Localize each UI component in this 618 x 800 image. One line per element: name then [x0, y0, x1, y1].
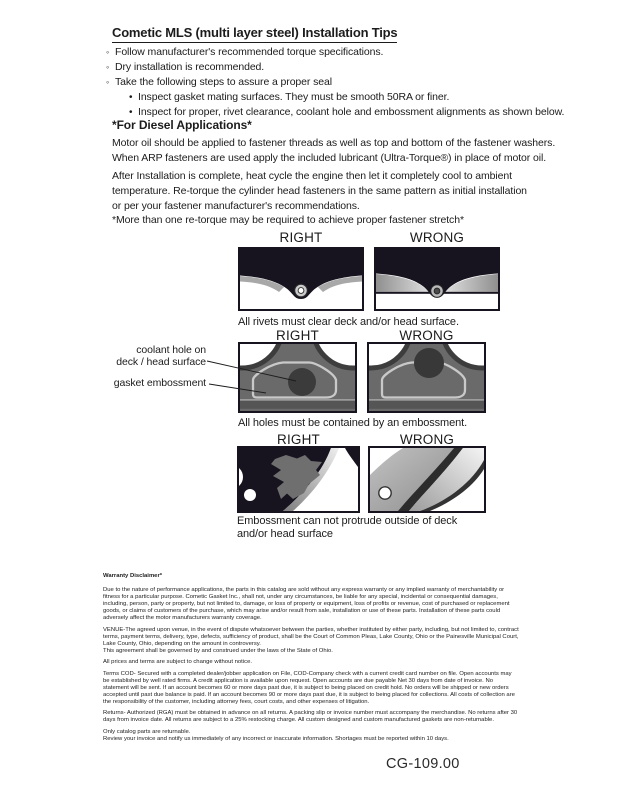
- diesel-paragraph-2: After Installation is complete, heat cycle the engine then let it completely cool to ambient temperature. Re-torque the cylinder head fasteners in the same pattern as initial installation or per your fastener manufacturer's recommendations.: [112, 170, 527, 212]
- warranty-paragraph: Returns- Authorized (RGA) must be obtained in advance on all returns. A packing slip or invoice number must accompany the merchandise. No returns after 30 days from invoice date. All returns are subject to a 25% restocking charge. All custom designed and custom manufactured gaskets are non-returnable.: [103, 710, 518, 723]
- diagram-embossment-wrong: [368, 446, 486, 513]
- list-item-text: Take the following steps to assure a proper seal: [115, 76, 332, 88]
- diagram-rivet-wrong: [374, 247, 500, 311]
- retorque-note: *More than one re-torque may be required to achieve proper fastener stretch*: [112, 214, 464, 226]
- sub-list-item: [129, 90, 576, 105]
- list-item: [106, 60, 576, 75]
- warranty-disclaimer: [103, 573, 519, 747]
- installation-tips-list: [106, 45, 576, 120]
- warranty-paragraph: This agreement shall be governed by and construed under the laws of the State of Ohio.: [103, 647, 333, 654]
- right-label: RIGHT: [277, 432, 320, 447]
- diesel-applications-heading: *For Diesel Applications*: [112, 118, 252, 132]
- warranty-paragraph: Only catalog parts are returnable.: [103, 728, 191, 735]
- diagram-rivet-right: [238, 247, 364, 311]
- right-label: RIGHT: [276, 328, 319, 343]
- warranty-paragraph: Terms COD- Secured with a completed dealer/jobber application on File, COD-Company check with a current credit card number on file. Open accounts may be established by well rated firms. A credit application is available upon request. Open accounts are due payable Net 30 days from date of invoice. No statement will be sent. If an account becomes 60 or more days past due, it is subject to being placed on credit hold. No orders will be shipped or new orders accepted until past due balance is paid. If an account becomes 90 or more days past due, it is subject to being placed for collections. All costs of collection are the responsibility of the customer, including attorney fees, court costs, and other expenses of litigation.: [103, 670, 515, 705]
- embossment-caption: Embossment can not protrude outside of deck and/or head surface: [237, 515, 458, 540]
- warranty-paragraph: All prices and terms are subject to change without notice.: [103, 659, 252, 665]
- diesel-paragraph-1: Motor oil should be applied to fastener threads as well as top and bottom of the fastener washers. When ARP fasteners are used apply the included lubricant (Ultra-Torque®) in place of motor oil.: [112, 137, 556, 164]
- bullet-icon: •: [129, 107, 133, 118]
- warranty-paragraph: Due to the nature of performance applications, the parts in this catalog are sold without any express warranty or any implied warranty of merchantability or fitness for a particular purpose. Cometic Gasket Inc., shall not, under any circumstances, be liable for any special, incidental or consequential damages, including, person, party or property, but not limited to, damage, or loss of property or equipment, loss of profits or revenue, cost of purchased or replacement goods, or claims of customers of the purchase, which may arise and/or result from sale, installation or use of these parts. Installation of these parts could adversely affect the motor manufacturers warranty coverage.: [103, 587, 510, 621]
- warranty-paragraph: VENUE-The agreed upon venue, in the event of dispute whatsoever between the parties, whether instituted by either party, including, but not limited to, contract terms, payment terms, delivery, type, defects, sufficiency of product, shall be the Court of Common Pleas, Lake County, Ohio or the Painesville Municipal Court, Lake County, Ohio, depending on the amount in controversy.: [103, 626, 519, 647]
- list-item-text: Follow manufacturer's recommended torque specifications.: [115, 46, 384, 58]
- list-item: [106, 45, 576, 60]
- list-item-text: Inspect gasket mating surfaces. They must be smooth 50RA or finer.: [138, 91, 450, 103]
- gasket-embossment-label: gasket embossment: [113, 377, 206, 389]
- bullet-icon: ◦: [106, 77, 110, 87]
- bullet-icon: ◦: [106, 47, 110, 57]
- wrong-label: WRONG: [399, 432, 455, 447]
- rivets-caption: All rivets must clear deck and/or head surface.: [238, 316, 459, 328]
- diagram-hole-wrong: [367, 342, 486, 413]
- wrong-label: WRONG: [399, 328, 454, 343]
- bullet-icon: •: [129, 92, 133, 103]
- bullet-icon: ◦: [106, 62, 110, 72]
- warranty-paragraph: Review your invoice and notify us immediately of any incorrect or inaccurate information. Shortages must be reported within 10 days.: [103, 735, 449, 742]
- right-label: RIGHT: [279, 230, 323, 245]
- page-code: CG-109.00: [386, 756, 460, 772]
- list-item: [106, 75, 576, 90]
- leader-lines: [198, 340, 308, 400]
- wrong-label: WRONG: [409, 230, 465, 245]
- list-item-text: Dry installation is recommended.: [115, 61, 265, 73]
- list-item-text: Inspect for proper, rivet clearance, coolant hole and embossment alignments as shown below.: [138, 106, 565, 118]
- page-title: Cometic MLS (multi layer steel) Installation Tips: [112, 25, 397, 43]
- holes-caption: All holes must be contained by an embossment.: [238, 417, 468, 429]
- warranty-heading: Warranty Disclaimer*: [103, 573, 163, 579]
- diagram-embossment-right: [237, 446, 360, 513]
- coolant-hole-label: coolant hole on deck / head surface: [116, 344, 206, 368]
